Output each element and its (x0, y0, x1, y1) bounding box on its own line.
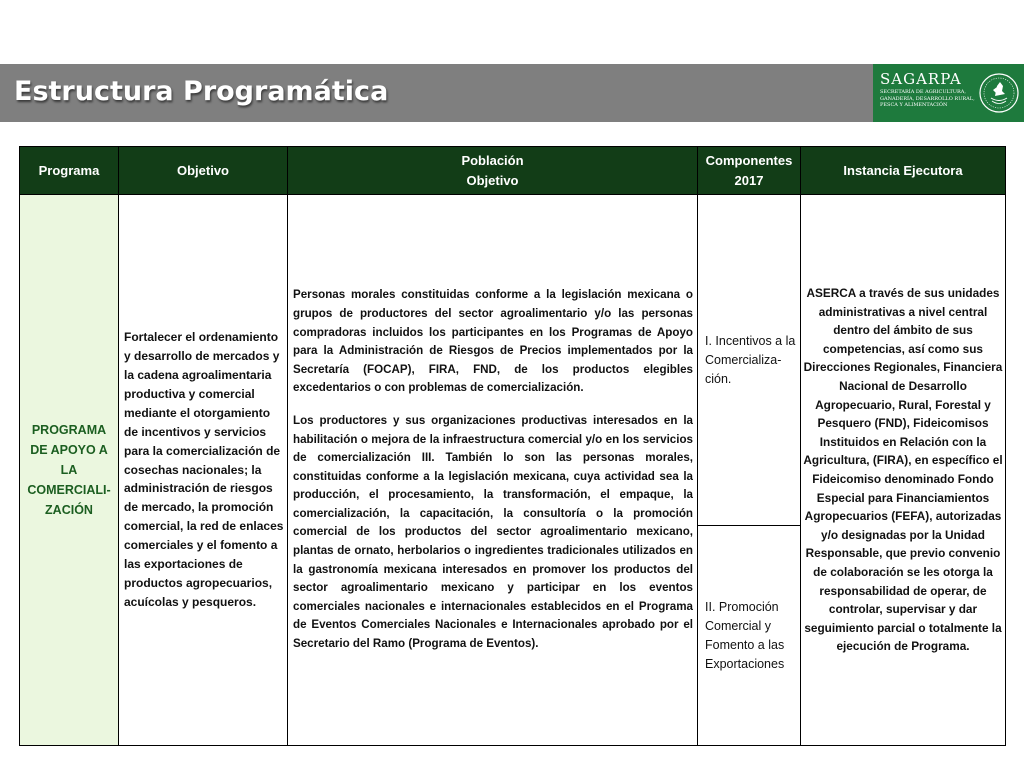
header-componentes (698, 147, 801, 195)
logo-name: SAGARPA (880, 70, 962, 88)
mexico-coat-of-arms-icon (978, 70, 1020, 116)
instancia-ejecutora-cell: ASERCA a través de sus unidades administrativas a nivel central dentro del ámbito de sus competencias, así como sus Direcciones Regionales, Financiera Nacional de Desarrollo Agropecuario, Rural, Forestal y Pesquero (FND), Fideicomisos Instituidos en Relación con la Agricultura, (FIRA), en específico el Fideicomiso denominado Fondo Especial para Financiamientos Agropecuarios (FEFA), autorizadas y/o designadas por la Unidad Responsable, que previo convenio de colaboración se les otorga la responsabilidad de operar, de controlar, supervisar y dar seguimiento parcial o totalmente la ejecución de Programa. (801, 195, 1006, 746)
table-header-row (20, 147, 1006, 195)
poblacion-objetivo-cell (288, 195, 698, 746)
page-title: Estructura Programática (14, 76, 389, 107)
header-poblacion-line2: Objetivo (466, 172, 519, 188)
program-structure-table (19, 146, 1006, 746)
sagarpa-logo (873, 64, 1024, 122)
header-programa: Programa (20, 147, 119, 195)
header-poblacion-objetivo (288, 147, 698, 195)
header-componentes-line1: Componentes (705, 152, 793, 168)
header-instancia-ejecutora: Instancia Ejecutora (801, 147, 1006, 195)
componente-1-cell: I. Incentivos a la Comercializa-ción. (698, 195, 801, 526)
componente-2-cell: II. Promoción Comercial y Fomento a las Exportaciones (698, 526, 801, 746)
poblacion-paragraph-1: Personas morales constituidas conforme a la legislación mexicana o grupos de productores del sector agroalimentario y/o las personas compradoras incluidos los participantes en los Programas de Apoyo para la Administración de Riesgos de Precios implementados por la Secretaría (FOCAP), FIRA, FND, de los productos elegibles excedentarios o con problemas de comercialización. (293, 288, 693, 395)
title-bar (0, 64, 1024, 122)
logo-subtitle: SECRETARÍA DE AGRICULTURA, GANADERÍA, DESARROLLO RURAL, PESCA Y ALIMENTACIÓN (880, 89, 975, 108)
header-componentes-line2: 2017 (734, 172, 764, 188)
table-row (20, 195, 1006, 526)
programa-cell: PROGRAMA DE APOYO A LA COMERCIALI-ZACIÓN (20, 195, 119, 746)
objetivo-cell: Fortalecer el ordenamiento y desarrollo de mercados y la cadena agroalimentaria productiva y comercial mediante el otorgamiento de incentivos y servicios para la comercialización de cosechas nacionales; la administración de riesgos de mercado, la promoción comercial, la red de enlaces comerciales y el fomento a las exportaciones de productos agropecuarios, acuícolas y pesqueros. (119, 195, 288, 746)
header-poblacion-line1: Población (461, 152, 524, 168)
header-objetivo: Objetivo (119, 147, 288, 195)
poblacion-paragraph-2: Los productores y sus organizaciones productivas interesados en la habilitación o mejora de la infraestructura comercial y/o en los servicios de comercialización III. También lo son las personas morales, constituidas conforme a la legislación mexicana, cuya actividad sea la producción, el procesamiento, la transformación, el empaque, la comercialización, la capacitación, la consultoría o la promoción comercial de los productos del sector agroalimentario mexicano, plantas de ornato, herbolarios o ingredientes tradicionales utilizados en la gastronomía mexicana interesados en promover los productos del sector agroalimentario mexicano y participar en los eventos comerciales nacionales e internacionales establecidos en el Programa de Eventos Comerciales Nacionales e Internacionales aprobado por el Secretario del Ramo (Programa de Eventos). (293, 413, 693, 651)
